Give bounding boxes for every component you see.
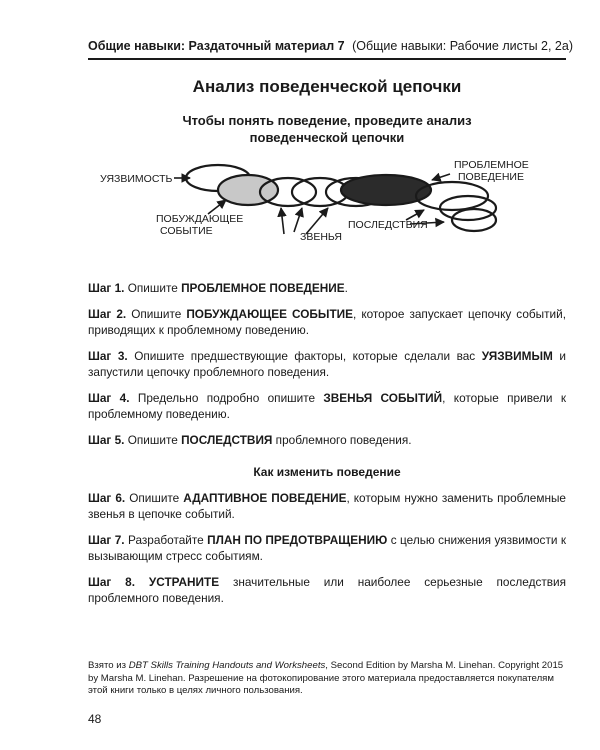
step-keyword: ЗВЕНЬЯ СОБЫТИЙ [323, 390, 443, 405]
analysis-steps [88, 280, 566, 448]
footer-lead: Взято из [88, 660, 129, 671]
step-keyword: ПЛАН ПО ПРЕДОТВРАЩЕНИЮ [207, 532, 388, 547]
step-number: Шаг 7. [88, 532, 125, 547]
step-text-after: . [344, 281, 348, 295]
arrow-link-1 [281, 208, 284, 234]
step-text-before: Опишите [124, 281, 182, 295]
step-text-before: Предельно подробно опишите [129, 390, 324, 405]
label-trigger-line-1: ПОБУЖДАЮЩЕЕ [156, 213, 244, 225]
label-problem-line-2: ПОВЕДЕНИЕ [458, 171, 524, 183]
arrow-problem [432, 174, 450, 180]
label-links: ЗВЕНЬЯ [300, 231, 342, 243]
step-keyword: УЯЗВИМЫМ [481, 348, 553, 363]
page-number: 48 [88, 712, 102, 726]
step-number: Шаг 2. [88, 306, 127, 321]
step-text-before: Опишите [124, 432, 182, 447]
step-number: Шаг 3. [88, 348, 128, 363]
change-steps [88, 490, 566, 607]
subtitle [88, 112, 566, 146]
section-heading-change: Как изменить поведение [253, 465, 401, 479]
footer-book-title: DBT Skills Training Handouts and Worksheets [128, 660, 326, 671]
step-text-after: , которые привели к проблемному поведению. [88, 390, 566, 421]
step-text-before [135, 575, 149, 589]
step-text-after: , которое запускает цепочку событий, приводящих к проблемному поведению. [88, 306, 566, 337]
footer-rest: , Second Edition by Marsha M. Linehan. Copyright 2015 by Marsha M. Linehan. Разрешение на фотокопирование этого материала предоставляется покупателям этой книги только в целях личного пользования. [88, 660, 564, 696]
step-number: Шаг 1. [88, 281, 125, 295]
step-text-before: Опишите предшествующие факторы, которые сделали вас [127, 348, 482, 363]
arrow-trigger [208, 200, 226, 214]
step-text-after: с целью снижения уязвимости к вызывающим стресс событиям. [88, 532, 566, 563]
behavior-chain-diagram [88, 152, 566, 270]
step-text-before: Разработайте [124, 532, 208, 547]
header-worksheets: (Общие навыки: Рабочие листы 2, 2а) [352, 39, 573, 53]
step-text-after: проблемного поведения. [272, 432, 412, 447]
step-keyword: ПОСЛЕДСТВИЯ [181, 432, 273, 447]
step-item [88, 306, 566, 339]
page-header [88, 38, 573, 60]
arrow-link-2 [294, 208, 302, 232]
step-number: Шаг 6. [88, 490, 126, 505]
page-title: Анализ поведенческой цепочки [192, 77, 462, 96]
subtitle-line-1: Чтобы понять поведение, проведите анализ [182, 113, 472, 128]
step-text-after: , которым нужно заменить проблемные звенья в цепочке событий. [88, 490, 566, 521]
label-consequences: ПОСЛЕДСТВИЯ [348, 219, 428, 231]
step-text-after: и запустили цепочку проблемного поведения. [88, 348, 566, 379]
step-item [88, 348, 566, 381]
steps-section [88, 280, 566, 616]
step-number: Шаг 4. [88, 390, 130, 405]
subtitle-line-2: поведенческой цепочки [249, 130, 405, 145]
step-text-after: значительные или наиболее серьезные последствия проблемного поведения. [88, 574, 567, 605]
step-item [88, 532, 566, 565]
chain-ring-link-2 [292, 178, 348, 206]
step-item [88, 432, 566, 449]
chain-ring-trigger [218, 175, 278, 205]
step-keyword: УСТРАНИТЕ [148, 574, 220, 589]
step-keyword: ПРОБЛЕМНОЕ ПОВЕДЕНИЕ [181, 281, 345, 295]
step-number: Шаг 8. [88, 574, 136, 589]
copyright-footer [88, 660, 566, 698]
step-keyword: АДАПТИВНОЕ ПОВЕДЕНИЕ [183, 490, 347, 505]
step-item [88, 280, 566, 297]
step-item [88, 390, 566, 423]
step-keyword: ПОБУЖДАЮЩЕЕ СОБЫТИЕ [186, 306, 354, 321]
step-text-before: Опишите [126, 306, 187, 321]
step-item [88, 574, 566, 607]
label-problem-line-1: ПРОБЛЕМНОЕ [454, 159, 529, 171]
step-text-before: Опишите [125, 490, 184, 505]
step-number: Шаг 5. [88, 432, 125, 447]
label-trigger-line-2: СОБЫТИЕ [160, 225, 213, 237]
step-item [88, 490, 566, 523]
header-title: Общие навыки: Раздаточный материал 7 [88, 39, 345, 53]
label-vulnerability: УЯЗВИМОСТЬ [100, 173, 173, 185]
